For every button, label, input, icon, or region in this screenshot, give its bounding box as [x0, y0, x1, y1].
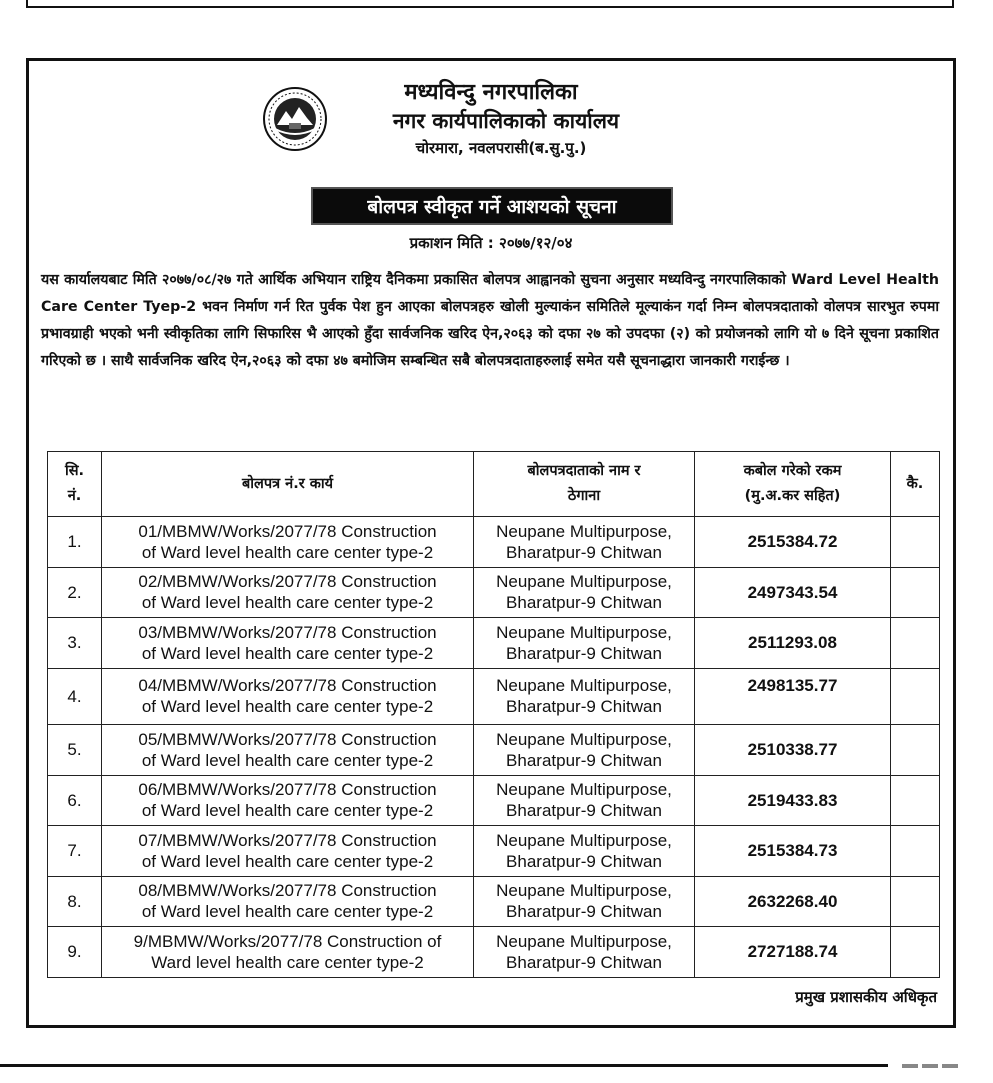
- bidder-cell: Neupane Multipurpose, Bharatpur-9 Chitwan: [474, 775, 695, 826]
- table-header-row: [48, 452, 940, 517]
- amount-cell: 2632268.40: [695, 876, 891, 927]
- serial-cell: 1.: [48, 517, 102, 568]
- remarks-cell: [891, 927, 940, 978]
- work-cell: 9/MBMW/Works/2077/78 Construction of Ward level health care center type-2: [102, 927, 474, 978]
- work-header: बोलपत्र नं.र कार्य: [102, 452, 474, 517]
- remarks-cell: [891, 517, 940, 568]
- bid-acceptance-notice: [26, 58, 956, 1028]
- amount-cell: 2519433.83: [695, 775, 891, 826]
- bidder-cell: Neupane Multipurpose, Bharatpur-9 Chitwan: [474, 927, 695, 978]
- office-name: नगर कार्यपालिकाको कार्यालय: [392, 109, 620, 133]
- table-row: [48, 927, 940, 978]
- bidder-cell: Neupane Multipurpose, Bharatpur-9 Chitwan: [474, 826, 695, 877]
- serial-header: सि. नं.: [48, 452, 102, 517]
- publish-date: प्रकाशन मिति : २०७७/१२/०४: [409, 234, 573, 252]
- table-row: [48, 725, 940, 776]
- remarks-cell: [891, 725, 940, 776]
- work-cell: 05/MBMW/Works/2077/78 Construction of Ward level health care center type-2: [102, 725, 474, 776]
- work-cell: 04/MBMW/Works/2077/78 Construction of Ward level health care center type-2: [102, 668, 474, 725]
- office-address: चोरमारा, नवलपरासी(ब.सु.पु.): [415, 139, 587, 157]
- remarks-cell: [891, 826, 940, 877]
- remarks-cell: [891, 876, 940, 927]
- bidder-cell: Neupane Multipurpose, Bharatpur-9 Chitwan: [474, 876, 695, 927]
- serial-cell: 8.: [48, 876, 102, 927]
- serial-cell: 9.: [48, 927, 102, 978]
- amount-cell: 2727188.74: [695, 927, 891, 978]
- bottom-divider-dash: [922, 1064, 938, 1068]
- bottom-divider-dash: [902, 1064, 918, 1068]
- notice-body: यस कार्यालयबाट मिति २०७७/०८/२७ गते आर्थिक अभियान राष्ट्रिय दैनिकमा प्रकासित बोलपत्र आह्वानको सुचना अनुसार मध्यविन्दु नगरपालिकाको Ward Level Health Care Center Tyep-2 भवन निर्माण गर्न रित पुर्वक पेश हुन आएका बोलपत्रहरु खोली मुल्याकंन समितिले मूल्याकंन गर्दा निम्न बोलपत्रदाताको वोलपत्र सारभुत रुपमा प्रभावग्राही भएको भनी स्वीकृतिका लागि सिफारिस भै आएको हुँदा सार्वजनिक खरिद ऐन,२०६३ को दफा २७ को उपदफा (२) को प्रयोजनको लागि यो ७ दिने सूचना प्रकाशित गरिएको छ । साथै सार्वजनिक खरिद ऐन,२०६३ को दफा ४७ बमोजिम सम्बन्धित सबै बोलपत्रदाताहरुलाई समेत यसै सूचनाद्धारा जानकारी गराईन्छ ।: [41, 272, 939, 369]
- remarks-header: कै.: [891, 452, 940, 517]
- work-cell: 07/MBMW/Works/2077/78 Construction of Ward level health care center type-2: [102, 826, 474, 877]
- table-row: [48, 826, 940, 877]
- amount-cell: 2510338.77: [695, 725, 891, 776]
- remarks-cell: [891, 567, 940, 618]
- previous-notice-frame: [26, 0, 954, 8]
- notice-title: बोलपत्र स्वीकृत गर्ने आशयको सूचना: [311, 187, 673, 225]
- serial-cell: 5.: [48, 725, 102, 776]
- work-cell: 01/MBMW/Works/2077/78 Construction of Ward level health care center type-2: [102, 517, 474, 568]
- bidder-cell: Neupane Multipurpose, Bharatpur-9 Chitwan: [474, 618, 695, 669]
- amount-cell: 2497343.54: [695, 567, 891, 618]
- serial-cell: 6.: [48, 775, 102, 826]
- amount-cell: 2515384.72: [695, 517, 891, 568]
- bidder-cell: Neupane Multipurpose, Bharatpur-9 Chitwan: [474, 517, 695, 568]
- work-cell: 08/MBMW/Works/2077/78 Construction of Ward level health care center type-2: [102, 876, 474, 927]
- serial-cell: 2.: [48, 567, 102, 618]
- bidder-header: बोलपत्रदाताको नाम र ठेगाना: [474, 452, 695, 517]
- amount-header: कबोल गरेको रकम (मु.अ.कर सहित): [695, 452, 891, 517]
- bidder-cell: Neupane Multipurpose, Bharatpur-9 Chitwan: [474, 725, 695, 776]
- bidder-cell: Neupane Multipurpose, Bharatpur-9 Chitwan: [474, 668, 695, 725]
- work-cell: 06/MBMW/Works/2077/78 Construction of Ward level health care center type-2: [102, 775, 474, 826]
- signature-designation: प्रमुख प्रशासकीय अधिकृत: [795, 988, 937, 1006]
- serial-cell: 7.: [48, 826, 102, 877]
- bid-table: [47, 451, 940, 978]
- bottom-divider-dash: [942, 1064, 958, 1068]
- bottom-divider: [0, 1064, 888, 1067]
- work-cell: 02/MBMW/Works/2077/78 Construction of Ward level health care center type-2: [102, 567, 474, 618]
- header: [29, 79, 953, 161]
- amount-cell: 2515384.73: [695, 826, 891, 877]
- work-cell: 03/MBMW/Works/2077/78 Construction of Ward level health care center type-2: [102, 618, 474, 669]
- table-row: [48, 668, 940, 725]
- remarks-cell: [891, 668, 940, 725]
- table-row: [48, 876, 940, 927]
- table-row: [48, 517, 940, 568]
- serial-cell: 3.: [48, 618, 102, 669]
- remarks-cell: [891, 618, 940, 669]
- table-row: [48, 618, 940, 669]
- bidder-cell: Neupane Multipurpose, Bharatpur-9 Chitwan: [474, 567, 695, 618]
- remarks-cell: [891, 775, 940, 826]
- serial-cell: 4.: [48, 668, 102, 725]
- org-name: मध्यविन्दु नगरपालिका: [404, 80, 578, 105]
- amount-cell: 2498135.77: [695, 668, 891, 725]
- amount-cell: 2511293.08: [695, 618, 891, 669]
- table-row: [48, 567, 940, 618]
- table-row: [48, 775, 940, 826]
